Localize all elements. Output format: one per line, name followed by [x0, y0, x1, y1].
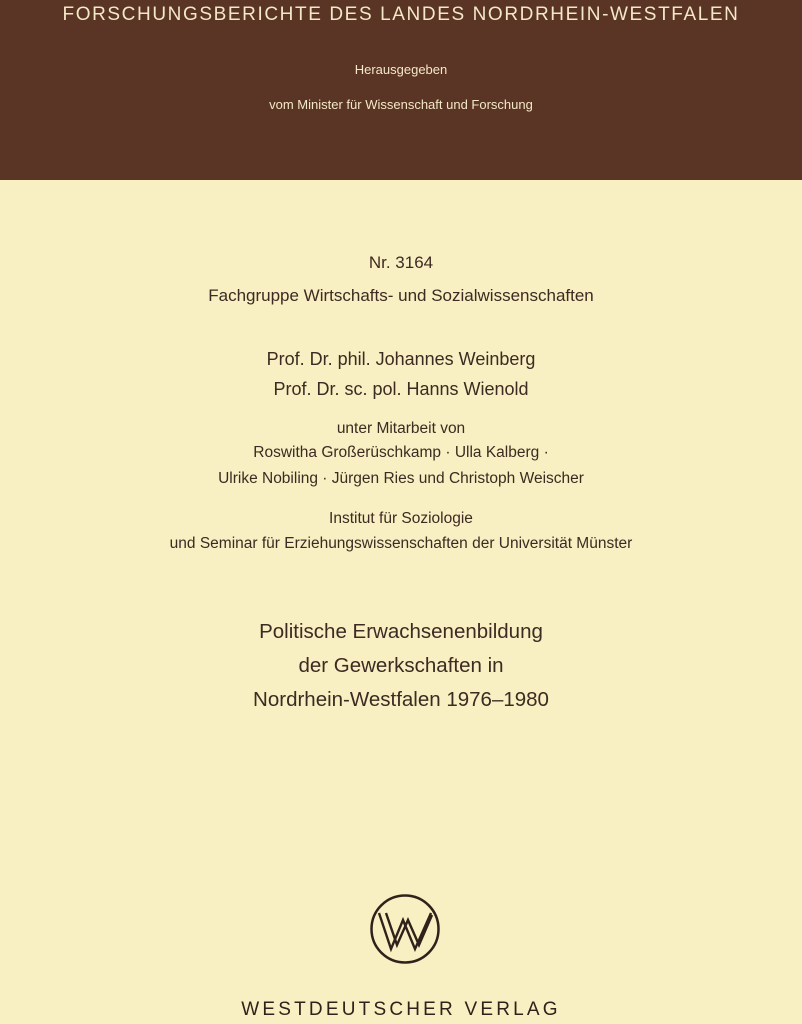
contributors-intro: unter Mitarbeit von	[336, 420, 466, 437]
author-2: Prof. Dr. sc. pol. Hanns Wienold	[273, 379, 529, 399]
institute-line-2: und Seminar für Erziehungswissenschaften der Universität Münster	[169, 535, 633, 552]
series-title: FORSCHUNGSBERICHTE DES LANDES NORDRHEIN-WESTFALEN	[62, 4, 740, 25]
book-title-line-2: der Gewerkschaften in	[298, 654, 504, 677]
publisher-imprint: WESTDEUTSCHER VERLAG	[241, 999, 561, 1020]
cover-body	[0, 180, 802, 1024]
cover-header-band	[0, 0, 802, 180]
contributors-line-1: Roswitha Großerüschkamp · Ulla Kalberg ·	[253, 444, 549, 461]
edited-by-label: Herausgegeben	[354, 62, 448, 77]
report-number: Nr. 3164	[368, 253, 434, 272]
minister-line: vom Minister für Wissenschaft und Forschung	[269, 97, 533, 112]
contributors-line-2: Ulrike Nobiling · Jürgen Ries und Christoph Weischer	[218, 470, 584, 487]
institute-line-1: Institut für Soziologie	[329, 510, 473, 527]
book-title-line-1: Politische Erwachsenenbildung	[259, 620, 543, 643]
author-1: Prof. Dr. phil. Johannes Weinberg	[266, 349, 536, 369]
publisher-logo-icon	[369, 893, 441, 965]
subject-group: Fachgruppe Wirtschafts- und Sozialwissenschaften	[208, 286, 594, 305]
book-title-line-3: Nordrhein-Westfalen 1976–1980	[253, 688, 549, 711]
